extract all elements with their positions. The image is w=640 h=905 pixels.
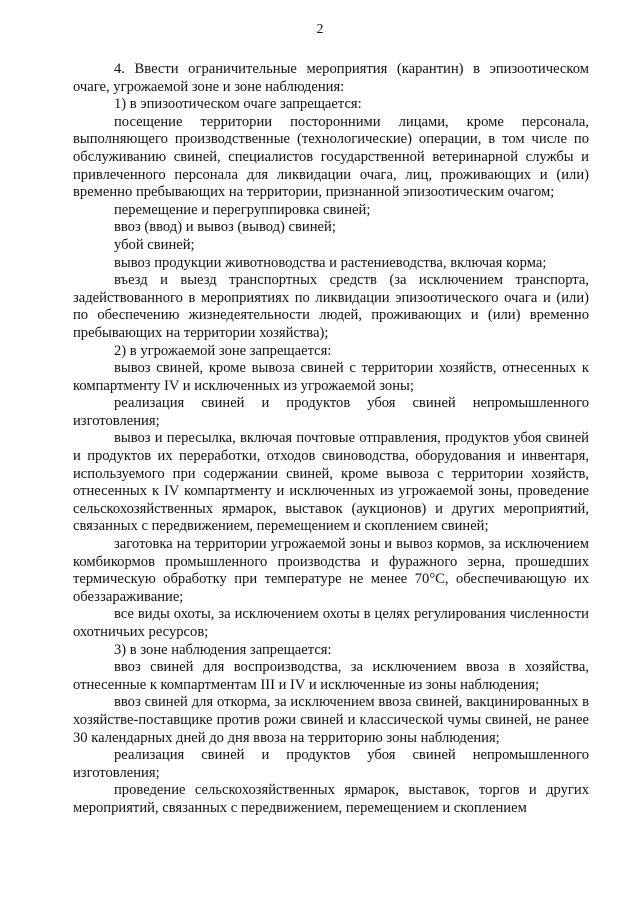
paragraph-threat-feed: заготовка на территории угрожаемой зоны и вывоз кормов, за исключением комбикормов промышленного производства и фуражного зерна, прошедших термическую обработку при температуре не менее 70°С, обеспечивающую их обеззараживание; xyxy=(73,536,589,605)
paragraph-observation-sale: реализация свиней и продуктов убоя свиней непромышленного изготовления; xyxy=(73,747,589,781)
paragraph-observation-breeding: ввоз свиней для воспроизводства, за исключением ввоза в хозяйства, отнесенные к компартментам III и IV и исключенные из зоны наблюдения; xyxy=(73,659,589,693)
paragraph-threat-export-pigs: вывоз свиней, кроме вывоза свиней с территории хозяйств, отнесенных к компартменту IV и исключенных из угрожаемой зоны; xyxy=(73,360,589,394)
paragraph-observation-heading: 3) в зоне наблюдения запрещается: xyxy=(114,641,332,658)
paragraph-observation-fairs: проведение сельскохозяйственных ярмарок, выставок, торгов и других мероприятий, связанных с передвижением, перемещением и скоплением xyxy=(73,782,589,816)
paragraph-focus-slaughter: убой свиней; xyxy=(114,236,195,253)
paragraph-focus-vehicles: въезд и выезд транспортных средств (за исключением транспорта, задействованного в мероприятиях по ликвидации эпизоотического очага и (или) по обеспечению жизнедеятельности людей, проживающих и (или) временно пребывающих на территории хозяйства); xyxy=(73,272,589,341)
paragraph-quarantine-intro: 4. Ввести ограничительные мероприятия (карантин) в эпизоотическом очаге, угрожаемой зоне и зоне наблюдения: xyxy=(73,61,589,95)
document-body xyxy=(73,61,589,818)
paragraph-focus-heading: 1) в эпизоотическом очаге запрещается: xyxy=(114,96,362,113)
paragraph-threat-hunting: все виды охоты, за исключением охоты в целях регулирования численности охотничьих ресурсов; xyxy=(73,606,589,640)
paragraph-focus-regrouping: перемещение и перегруппировка свиней; xyxy=(114,201,371,218)
paragraph-threat-heading: 2) в угрожаемой зоне запрещается: xyxy=(114,342,332,359)
paragraph-observation-fattening: ввоз свиней для откорма, за исключением ввоза свиней, вакцинированных в хозяйстве-поставщике против рожи свиней и классической чумы свиней, не ранее 30 календарных дней до дня ввоза на территорию зоны наблюдения; xyxy=(73,694,589,746)
paragraph-focus-import-export: ввоз (ввод) и вывоз (вывод) свиней; xyxy=(114,219,336,236)
paragraph-focus-products: вывоз продукции животноводства и растениеводства, включая корма; xyxy=(114,254,547,271)
paragraph-threat-shipping: вывоз и пересылка, включая почтовые отправления, продуктов убоя свиней и продуктов их переработки, отходов свиноводства, оборудования и инвентаря, используемого при содержании свиней, кроме вывоза с территории хозяйств, отнесенных к IV компартменту и исключенных из угрожаемой зоны, проведение сельскохозяйственных ярмарок, выставок (аукционов) и других мероприятий, связанных с передвижением, перемещением и скоплением свиней; xyxy=(73,430,589,535)
page-number: 2 xyxy=(316,22,324,37)
paragraph-threat-sale: реализация свиней и продуктов убоя свиней непромышленного изготовления; xyxy=(73,395,589,429)
paragraph-focus-visits: посещение территории посторонними лицами, кроме персонала, выполняющего производственные (технологические) операции, в том числе по обслуживанию свиней, специалистов государственной ветеринарной службы и привлеченного персонала для ликвидации очага, лиц, проживающих и (или) временно пребывающих на территории, признанной эпизоотическим очагом; xyxy=(73,113,589,201)
